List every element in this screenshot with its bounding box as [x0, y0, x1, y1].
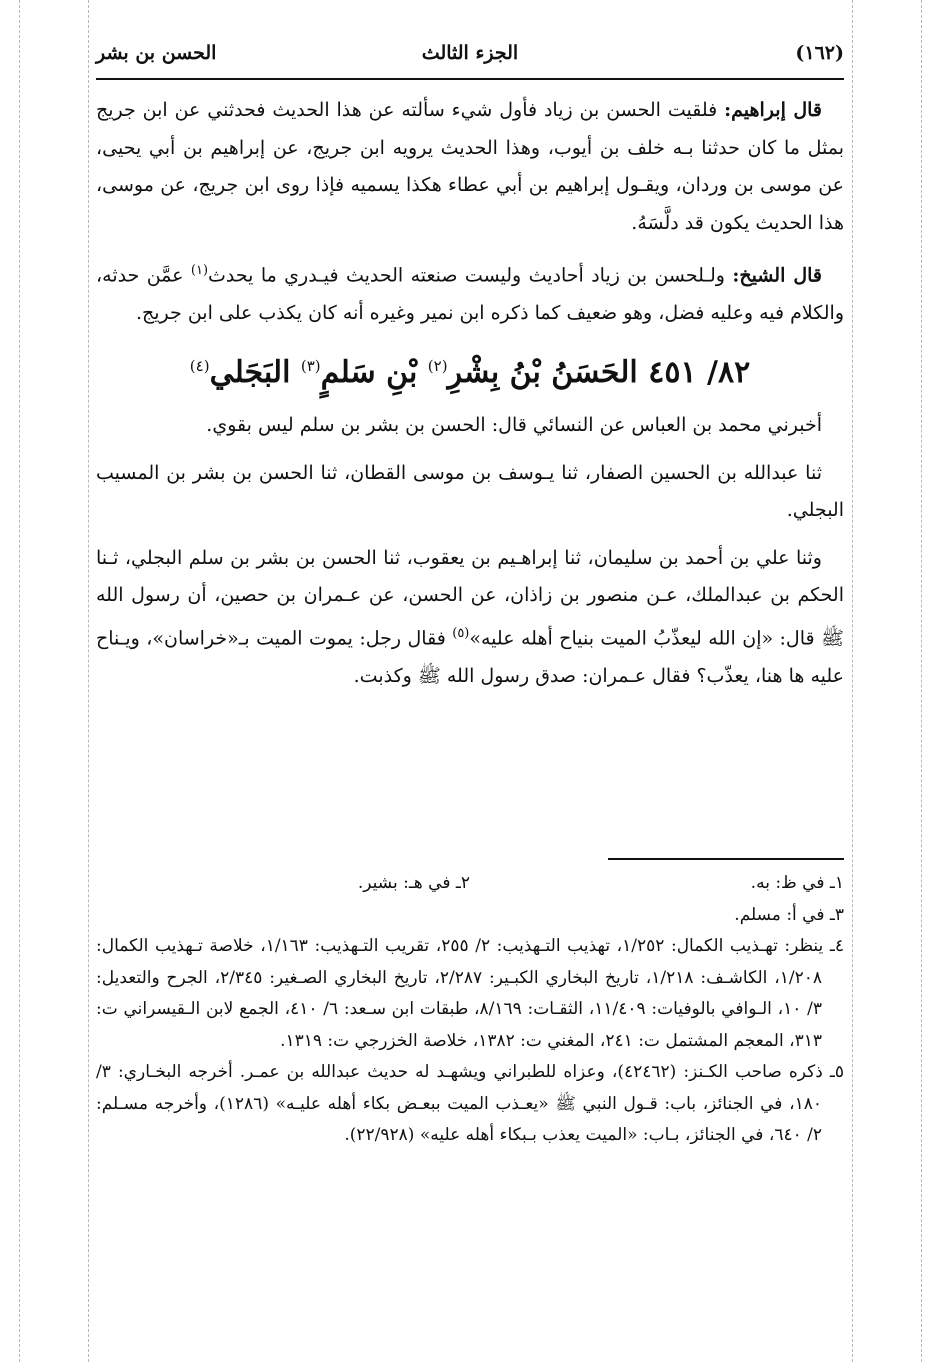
footnote: ٥ـ ذكره صاحب الكـنز: (٤٢٤٦٢)، وعزاه للطبراني ويشهـد له حديث عبدالله بن عمـر. أخرجه البخـاري: ٣/ ١٨٠، في الجنائز، باب: قـول النبي ﷺ «يعـذب الميت ببعـض بكاء أهله عليـه» (١٢٨٦)، وأخرجه مسـلم: ٢/ ٦٤٠، في الجنائز، بـاب: «الميت يعذب بـبكاء أهله عليه» (٢٢/٩٢٨). [96, 1062, 844, 1145]
entry-name-part: البَجَلي [209, 355, 291, 391]
paragraph-ibrahim [96, 92, 844, 242]
paragraph-text: فقال رجل: يموت الميت بـ«خراسان»، ويـناح عليه ها هنا، يعذّب؟ فقال عـمران: صدق رسول الله ﷺ وكذبت. [96, 627, 844, 687]
book-page [96, 0, 844, 1362]
footnote-ref: (٥) [452, 625, 470, 641]
entry-paragraph: ثنا عبدالله بن الحسين الصفار، ثنا يـوسف بن موسى القطان، ثنا الحسن بن بشر بن المسيب البجلي. [96, 461, 844, 522]
footnote: ٣ـ في أ: مسلم. [734, 904, 844, 925]
entry-name-part: بْنِ سَلمٍ [320, 355, 418, 391]
paragraph-sheikh [96, 252, 844, 332]
paragraph-text: عمَّن حدثه، والكلام فيه وعليه فضل، وهو ضعيف كما ذكره ابن نمير وغيره أنه كان يكذب على ابن جريج. [96, 264, 844, 324]
margin-guide-left-outer [19, 0, 20, 1362]
paragraph-text: ولـلحسن بن زياد أحاديث وليست صنعته الحديث فيـدري ما يحدث [208, 264, 725, 287]
paragraph-lead: قال الشيخ: [732, 264, 823, 287]
paragraph-text: فلقيت الحسن بن زياد فأول شيء سألته عن هذا الحديث فحدثني عن ابن جريج بمثل ما كان حدثنا بـه خلف بن أيوب، وهذا الحديث يرويه ابن جريج، عن إبراهيم بن أبي يحيى، عن موسى بن وردان، ويقـول إبراهيم بن أبي عطاء هكذا يسميه فإذا روى ابن جريج، عن موسى، هذا الحديث يكون قد دلَّسَهُ. [96, 99, 844, 234]
page-number: (١٦٢) [795, 42, 844, 64]
footnote: ٢ـ في هـ: بشير. [357, 873, 470, 893]
paragraph-lead: قال إبراهيم: [724, 99, 822, 121]
running-title: الحسن بن بشر [96, 42, 217, 64]
entry-number: ٨٢/ ٤٥١ [648, 355, 751, 391]
paragraph-text: وثنا علي بن أحمد بن سليمان، ثنا إبراهـيم بن يعقوب، ثنا الحسن بن بشر بن سلم البجلي، ثـنا الحكم بن عبدالملك، عـن منصور بن زاذان، عن الحسن، عن عـمران بن حصين، أن رسول الله ﷺ قال: «إن الله ليعذّبُ الميت بنياح أهله عليه» [96, 546, 844, 650]
page-header [96, 36, 844, 76]
footnotes [96, 868, 844, 1152]
part-title: الجزء الثالث [421, 42, 519, 64]
entry-paragraph [96, 540, 844, 695]
entry-paragraph: أخبرني محمد بن العباس عن النسائي قال: الحسن بن بشر بن سلم ليس بقوي. [206, 414, 822, 437]
footnote-ref: (٤) [189, 357, 210, 376]
main-text [96, 92, 844, 705]
header-rule [96, 78, 844, 80]
footnote: ١ـ في ظ: به. [750, 873, 844, 893]
footnote-separator [608, 858, 844, 860]
margin-guide-right-inner [852, 0, 853, 1362]
footnote-row [96, 868, 844, 900]
footnote-ref: (١) [190, 263, 209, 278]
footnote-ref: (٢) [427, 357, 448, 376]
footnote-ref: (٣) [300, 357, 321, 376]
margin-guide-left-inner [88, 0, 89, 1362]
entry-title [96, 342, 844, 397]
entry-name-part: الحَسَنُ بْنُ بِشْرِ [447, 355, 638, 391]
margin-guide-right-outer [921, 0, 922, 1362]
footnote: ٤ـ ينظر: تهـذيب الكمال: ١/٢٥٢، تهذيب التـهذيب: ٢/ ٢٥٥، تقريب التـهذيب: ١/١٦٣، خلاصة تـهذيب الكمال: ١/٢٠٨، الكاشـف: ١/٢١٨، تاريخ البخاري الكبـير: ٢/٢٨٧، تاريخ البخاري الصـغير: ٢/٣٤٥، الجرح والتعديل: ٣/ ١٠، الـوافي بالوفيات: ١١/٤٠٩، الثقـات: ٨/١٦٩، طبقات ابن سـعد: ٦/ ٤١٠، الجمع لابن الـقيسراني ت: ٣١٣، المعجم المشتمل ت: ٢٤١، المغني ت: ١٣٨٢، خلاصة الخزرجي ت: ١٣١٩. [96, 936, 844, 1051]
